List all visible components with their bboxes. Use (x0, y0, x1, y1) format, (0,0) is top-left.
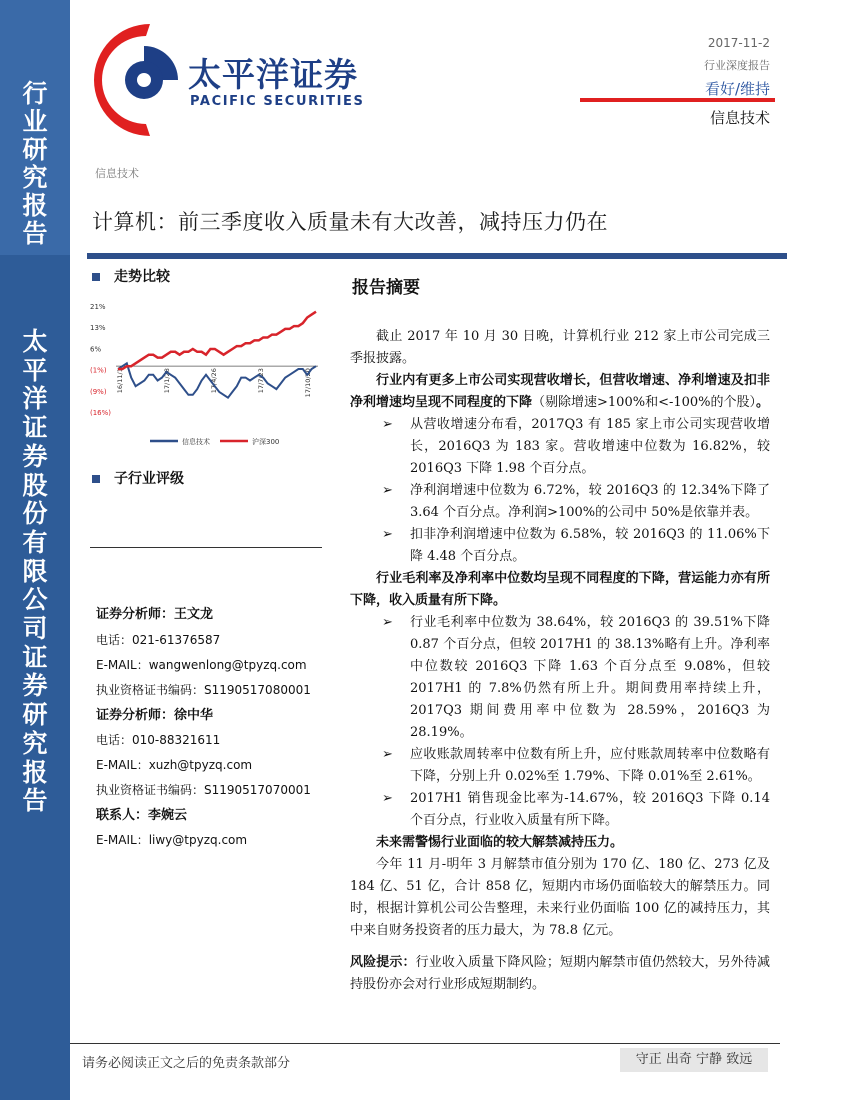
bullet-text: 扣非净利润增速中位数为 6.58%，较 2016Q3 的 11.06%下降 4.48 个百分点。 (410, 527, 770, 564)
subsector-heading-label: 子行业评级 (114, 471, 184, 487)
rating: 看好/维持 (704, 80, 770, 98)
analyst-1-email[interactable]: E-MAIL：wangwenlong@tpyzq.com (96, 658, 307, 672)
sidebar-char: 告 (22, 219, 48, 248)
y-tick-label: 13% (90, 324, 106, 333)
risk-note (350, 952, 770, 996)
arrow-bullet-icon: ➢ (382, 747, 393, 762)
sidebar-char: 证 (22, 413, 48, 443)
sidebar-char: 业 (22, 107, 48, 136)
legend-label: 信息技术 (182, 438, 210, 446)
sidebar-char: 太 (22, 327, 48, 356)
report-type: 行业深度报告 (704, 59, 770, 72)
bullet-item (350, 788, 770, 832)
page-title: 计算机：前三季度收入质量未有大改善，减持压力仍在 (92, 210, 608, 234)
analyst-2-cert: 执业资格证书编码：S1190517070001 (96, 783, 311, 797)
risk-label: 风险提示： (350, 955, 416, 970)
sidebar-char: 究 (22, 728, 48, 758)
sidebar-char: 证 (22, 642, 48, 672)
analyst-2-email[interactable]: E-MAIL：xuzh@tpyzq.com (96, 758, 253, 772)
sidebar-label-bottom (0, 328, 70, 816)
footer-disclaimer: 请务必阅读正文之后的免责条款部分 (82, 1056, 291, 1071)
sidebar-char: 份 (22, 499, 48, 529)
bullet-item (350, 480, 770, 524)
analyst-1-role: 证券分析师：王文龙 (96, 607, 214, 622)
abstract-bold-text: 。 (756, 395, 770, 410)
sidebar-char: 告 (22, 786, 48, 816)
footer-motto: 守正 出奇 宁静 致远 (620, 1048, 768, 1072)
square-bullet-icon (92, 475, 100, 483)
analyst-2-phone: 电话：010-88321611 (96, 733, 221, 747)
header-red-rule (580, 98, 775, 102)
abstract-heading: 报告摘要 (352, 278, 420, 298)
x-tick-label: 17/10/20 (304, 368, 312, 398)
arrow-bullet-icon: ➢ (382, 791, 393, 806)
sidebar-char: 报 (22, 757, 48, 787)
series-line-hs300 (118, 312, 316, 369)
logo-mark-icon (88, 20, 188, 140)
sidebar-char: 研 (22, 135, 48, 164)
arrow-bullet-icon: ➢ (382, 483, 393, 498)
sidebar-char: 行 (22, 79, 48, 108)
logo-text-en: PACIFIC SECURITIES (190, 94, 365, 109)
abstract-paragraph: 截止 2017 年 10 月 30 日晚，计算机行业 212 家上市公司完成三季报披露。 (350, 329, 770, 366)
trend-heading (92, 266, 170, 286)
analyst-1-phone: 电话：021-61376587 (96, 633, 221, 647)
sidebar-label-top (0, 80, 70, 248)
sidebar-char: 券 (22, 671, 48, 701)
sector-tag: 信息技术 (95, 167, 139, 180)
sidebar-char: 报 (22, 191, 48, 220)
sidebar-char: 司 (22, 614, 48, 644)
x-tick-label: 16/11/1 (116, 368, 124, 394)
square-bullet-icon (92, 273, 100, 281)
sidebar-char: 公 (22, 585, 48, 615)
arrow-bullet-icon: ➢ (382, 615, 393, 630)
abstract-paren-text: （剔除增速>100%和<-100%的个股） (532, 395, 757, 410)
y-tick-label: (9%) (90, 387, 107, 396)
report-date: 2017-11-2 (707, 36, 770, 50)
y-tick-label: 6% (90, 345, 102, 354)
y-tick-label: 21% (90, 303, 106, 311)
analyst-2-role: 证券分析师：徐中华 (96, 708, 214, 723)
bullet-item (350, 744, 770, 788)
bullet-text: 2017H1 销售现金比率为-14.67%，较 2016Q3 下降 0.14 个百分点，行业收入质量有所下降。 (410, 791, 770, 828)
sidebar-char: 洋 (22, 384, 48, 414)
header-sector: 信息技术 (709, 109, 770, 127)
y-tick-label: (16%) (90, 409, 112, 417)
subsector-heading (92, 468, 184, 488)
bullet-text: 行业毛利率中位数为 38.64%，较 2016Q3 的 39.51%下降 0.87 个百分点，但较 2017H1 的 38.13%略有上升。净利率中位数较 2016Q3 下降 1.63 个百分点至 9.08%，但较 2017H1 的 7.8%仍然有所上升。期间费用率持续上升，2017Q3 期间费用率中位数为 28.59%，2016Q3 为 28.19%。 (410, 615, 770, 740)
arrow-bullet-icon: ➢ (382, 527, 393, 542)
x-tick-label: 17/1/28 (163, 368, 171, 394)
abstract-paragraph (350, 370, 770, 414)
contact-role: 联系人：李婉云 (96, 808, 188, 823)
title-rule (87, 253, 787, 259)
abstract-paragraph: 行业毛利率及净利率中位数均呈现不同程度的下降，营运能力亦有所下降，收入质量有所下降。 (350, 571, 770, 608)
abstract-paragraph: 今年 11 月-明年 3 月解禁市值分别为 170 亿、180 亿、273 亿及 184 亿、51 亿，合计 858 亿，短期内市场仍面临较大的解禁压力。同时，根据计算机公司公告整理，未来行业仍面临 100 亿的减持压力，其中来自财务投资者的压力最大，为 78.8 亿元。 (350, 857, 770, 938)
trend-chart (88, 298, 328, 458)
legend-label: 沪深300 (252, 438, 280, 446)
abstract-body (350, 326, 770, 996)
arrow-bullet-icon: ➢ (382, 417, 393, 432)
risk-text: 行业收入质量下降风险；短期内解禁市值仍然较大，另外待减持股份亦会对行业形成短期制约。 (350, 955, 770, 992)
bullet-item (350, 612, 770, 744)
sidebar-char: 有 (22, 527, 48, 557)
footer-rule (70, 1043, 780, 1044)
x-tick-label: 17/4/26 (210, 368, 218, 394)
abstract-bold-text: 行业内有更多上市公司实现营收增长，但营收增速、净利增速及扣非净利增速均呈现不同程度的下降 (350, 373, 770, 410)
sidebar-char: 平 (22, 355, 48, 385)
contact-email[interactable]: E-MAIL：liwy@tpyzq.com (96, 833, 248, 847)
y-tick-label: (1%) (90, 366, 107, 375)
analyst-1-cert: 执业资格证书编码：S1190517080001 (96, 683, 311, 697)
bullet-item (350, 414, 770, 480)
trend-heading-label: 走势比较 (114, 269, 170, 285)
x-tick-label: 17/7/23 (257, 368, 265, 394)
sidebar-char: 研 (22, 700, 48, 730)
subsector-rule (90, 547, 322, 548)
abstract-paragraph: 未来需警惕行业面临的较大解禁减持压力。 (376, 835, 624, 850)
sidebar-char: 究 (22, 163, 48, 192)
bullet-text: 应收账款周转率中位数有所上升，应付账款周转率中位数略有下降，分别上升 0.02%至 1.79%、下降 0.01%至 2.61%。 (410, 747, 770, 784)
bullet-text: 从营收增速分布看，2017Q3 有 185 家上市公司实现营收增长，2016Q3 为 183 家。营收增速中位数为 16.82%，较 2016Q3 下降 1.98 个百分点。 (410, 417, 770, 476)
bullet-item (350, 524, 770, 568)
sidebar-char: 券 (22, 441, 48, 471)
logo-text-cn: 太平洋证券 (188, 55, 358, 94)
sidebar-char: 股 (22, 470, 48, 500)
bullet-text: 净利润增速中位数为 6.72%，较 2016Q3 的 12.34%下降了 3.64 个百分点。净利润>100%的公司中 50%是依靠并表。 (410, 483, 770, 520)
sidebar-char: 限 (22, 556, 48, 586)
